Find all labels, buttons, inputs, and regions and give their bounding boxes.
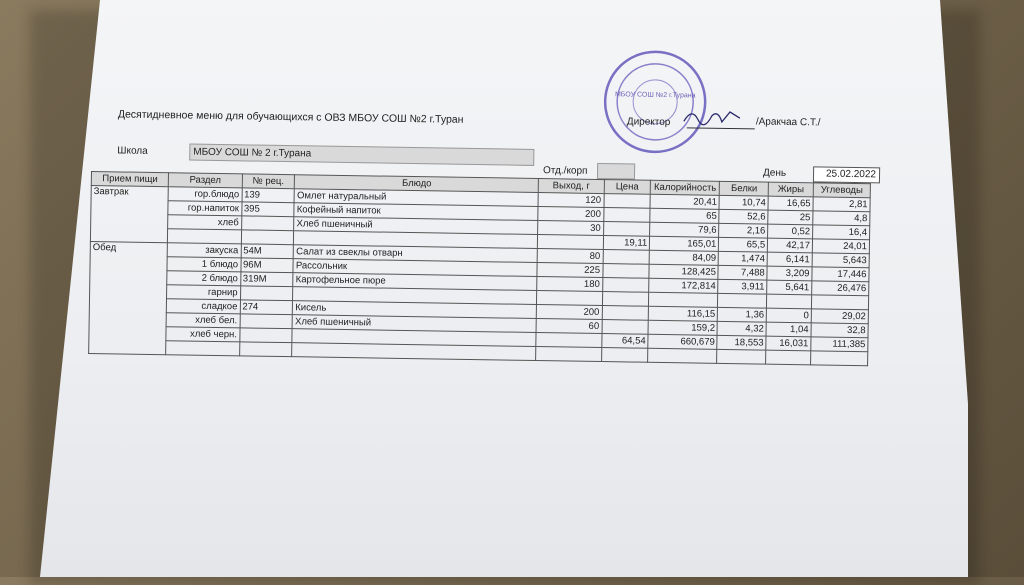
table-cell: 19,11: [603, 236, 650, 251]
column-header: № рец.: [242, 174, 295, 189]
table-cell: 32,8: [811, 323, 868, 338]
meal-name: Завтрак: [90, 185, 168, 242]
table-cell: [536, 333, 601, 348]
table-cell: 65,5: [719, 237, 768, 252]
table-cell: [240, 314, 293, 329]
table-cell: [604, 194, 651, 209]
table-cell: Кисель: [293, 301, 537, 319]
day-field: 25.02.2022: [813, 166, 880, 183]
table-cell: [649, 292, 718, 307]
table-cell: [166, 341, 239, 356]
table-cell: 10,74: [719, 195, 768, 210]
table-cell: хлеб черн.: [166, 327, 239, 342]
table-cell: 395: [241, 202, 294, 217]
director-label: Директор: [626, 116, 671, 129]
stamp-text: МБОУ СОШ №2 г.Турана: [614, 91, 696, 100]
table-cell: хлеб бел.: [166, 313, 239, 328]
column-header: Блюдо: [295, 175, 539, 193]
table-cell: 139: [242, 188, 295, 203]
menu-document: [87, 91, 882, 420]
director-signature: [682, 105, 742, 128]
table-cell: закуска: [167, 243, 240, 258]
table-cell: 54М: [241, 244, 294, 259]
meal-name: Обед: [89, 241, 168, 354]
table-cell: 159,2: [648, 320, 717, 335]
table-cell: [239, 342, 292, 357]
menu-table: [88, 171, 871, 366]
table-cell: [292, 343, 536, 361]
document-title: Десятидневное меню для обучающихся с ОВЗ МБОУ СОШ №2 г.Туран: [117, 108, 464, 126]
column-header: Калорийность: [650, 180, 719, 195]
table-cell: 79,6: [650, 222, 719, 237]
table-cell: гарнир: [167, 285, 240, 300]
table-cell: 84,09: [649, 250, 718, 265]
table-cell: 0: [766, 308, 811, 323]
table-cell: [603, 222, 650, 237]
table-cell: 29,02: [811, 309, 868, 324]
table-cell: [602, 264, 649, 279]
table-cell: 7,488: [718, 265, 767, 280]
table-cell: 5,641: [767, 280, 812, 295]
table-cell: [602, 292, 649, 307]
table-cell: [241, 216, 294, 231]
table-cell: [168, 229, 241, 244]
table-cell: гор.блюдо: [168, 187, 241, 202]
table-cell: 20,41: [650, 194, 719, 209]
table-cell: [718, 293, 767, 308]
table-cell: Картофельное пюре: [293, 273, 537, 291]
table-cell: 16,4: [813, 225, 870, 240]
table-cell: 6,141: [767, 252, 812, 267]
table-cell: [601, 348, 648, 363]
table-cell: [767, 294, 812, 309]
table-cell: [239, 328, 292, 343]
table-cell: [766, 350, 811, 365]
table-cell: сладкое: [167, 299, 240, 314]
table-cell: [603, 250, 650, 265]
table-cell: 2,81: [813, 197, 870, 212]
table-cell: 2 блюдо: [167, 271, 240, 286]
table-cell: 16,65: [768, 196, 813, 211]
column-header: Раздел: [169, 173, 242, 188]
table-cell: 172,814: [649, 278, 718, 293]
table-cell: 96М: [240, 258, 293, 273]
table-body: [89, 185, 871, 365]
signer-name: /Аракчаа С.Т./: [755, 116, 821, 129]
table-cell: Омлет натуральный: [294, 189, 538, 207]
table-cell: 225: [537, 263, 602, 278]
table-cell: 1 блюдо: [167, 257, 240, 272]
table-cell: 120: [538, 193, 603, 208]
table-cell: 80: [538, 249, 603, 264]
table-cell: 165,01: [650, 236, 719, 251]
table-cell: Хлеб пшеничный: [294, 217, 538, 235]
table-cell: 4,32: [717, 321, 766, 336]
dept-label: Отд./корп: [542, 165, 588, 177]
table-cell: 4,8: [813, 211, 870, 226]
table-cell: 64,54: [601, 334, 648, 349]
table-cell: [811, 351, 868, 366]
table-cell: Кофейный напиток: [294, 203, 538, 221]
table-cell: 30: [538, 221, 603, 236]
table-cell: 1,36: [718, 307, 767, 322]
table-cell: [648, 348, 717, 363]
official-stamp: [599, 46, 711, 158]
school-field: МБОУ СОШ № 2 г.Турана: [189, 144, 534, 166]
table-cell: [602, 278, 649, 293]
table-cell: 42,17: [768, 238, 813, 253]
table-cell: 5,643: [812, 253, 869, 268]
table-cell: 180: [537, 277, 602, 292]
column-header: Жиры: [768, 182, 813, 197]
table-cell: 18,553: [717, 335, 766, 350]
table-cell: 128,425: [649, 264, 718, 279]
column-header: Белки: [720, 181, 769, 196]
table-cell: 52,6: [719, 209, 768, 224]
table-cell: 16,031: [766, 336, 811, 351]
table-cell: [811, 295, 868, 310]
table-cell: Салат из свеклы отварн: [294, 245, 538, 263]
table-cell: 2,16: [719, 223, 768, 238]
table-cell: [602, 320, 649, 335]
table-cell: 1,474: [719, 251, 768, 266]
table-cell: [603, 208, 650, 223]
table-cell: 1,04: [766, 322, 811, 337]
table-cell: 660,679: [648, 334, 717, 349]
column-header: Прием пищи: [91, 172, 168, 187]
dept-field: [597, 163, 635, 180]
table-cell: 116,15: [649, 306, 718, 321]
table-cell: 65: [650, 208, 719, 223]
table-cell: 25: [768, 210, 813, 225]
table-cell: [602, 306, 649, 321]
table-cell: 26,476: [812, 281, 869, 296]
column-header: Цена: [604, 180, 651, 195]
table-cell: Хлеб пшеничный: [292, 315, 536, 333]
table-cell: [536, 347, 601, 362]
table-cell: 200: [538, 207, 603, 222]
table-cell: [717, 349, 766, 364]
column-header: Выход, г: [539, 179, 604, 194]
table-cell: [538, 235, 603, 250]
table-cell: 0,52: [768, 224, 813, 239]
table-cell: 60: [536, 319, 601, 334]
table-cell: [240, 286, 293, 301]
table-cell: 274: [240, 300, 293, 315]
table-cell: Рассольник: [293, 259, 537, 277]
table-cell: [241, 230, 294, 245]
school-label: Школа: [117, 145, 148, 157]
table-cell: хлеб: [168, 215, 241, 230]
table-cell: [537, 291, 602, 306]
table-cell: 200: [537, 305, 602, 320]
table-cell: гор.напиток: [168, 201, 241, 216]
table-cell: 319М: [240, 272, 293, 287]
table-cell: 111,385: [811, 337, 868, 352]
day-label: День: [762, 167, 787, 179]
table-cell: 3,209: [767, 266, 812, 281]
column-header: Углеводы: [813, 183, 870, 198]
table-cell: 17,446: [812, 267, 869, 282]
table-cell: 24,01: [812, 239, 869, 254]
table-cell: 3,911: [718, 279, 767, 294]
